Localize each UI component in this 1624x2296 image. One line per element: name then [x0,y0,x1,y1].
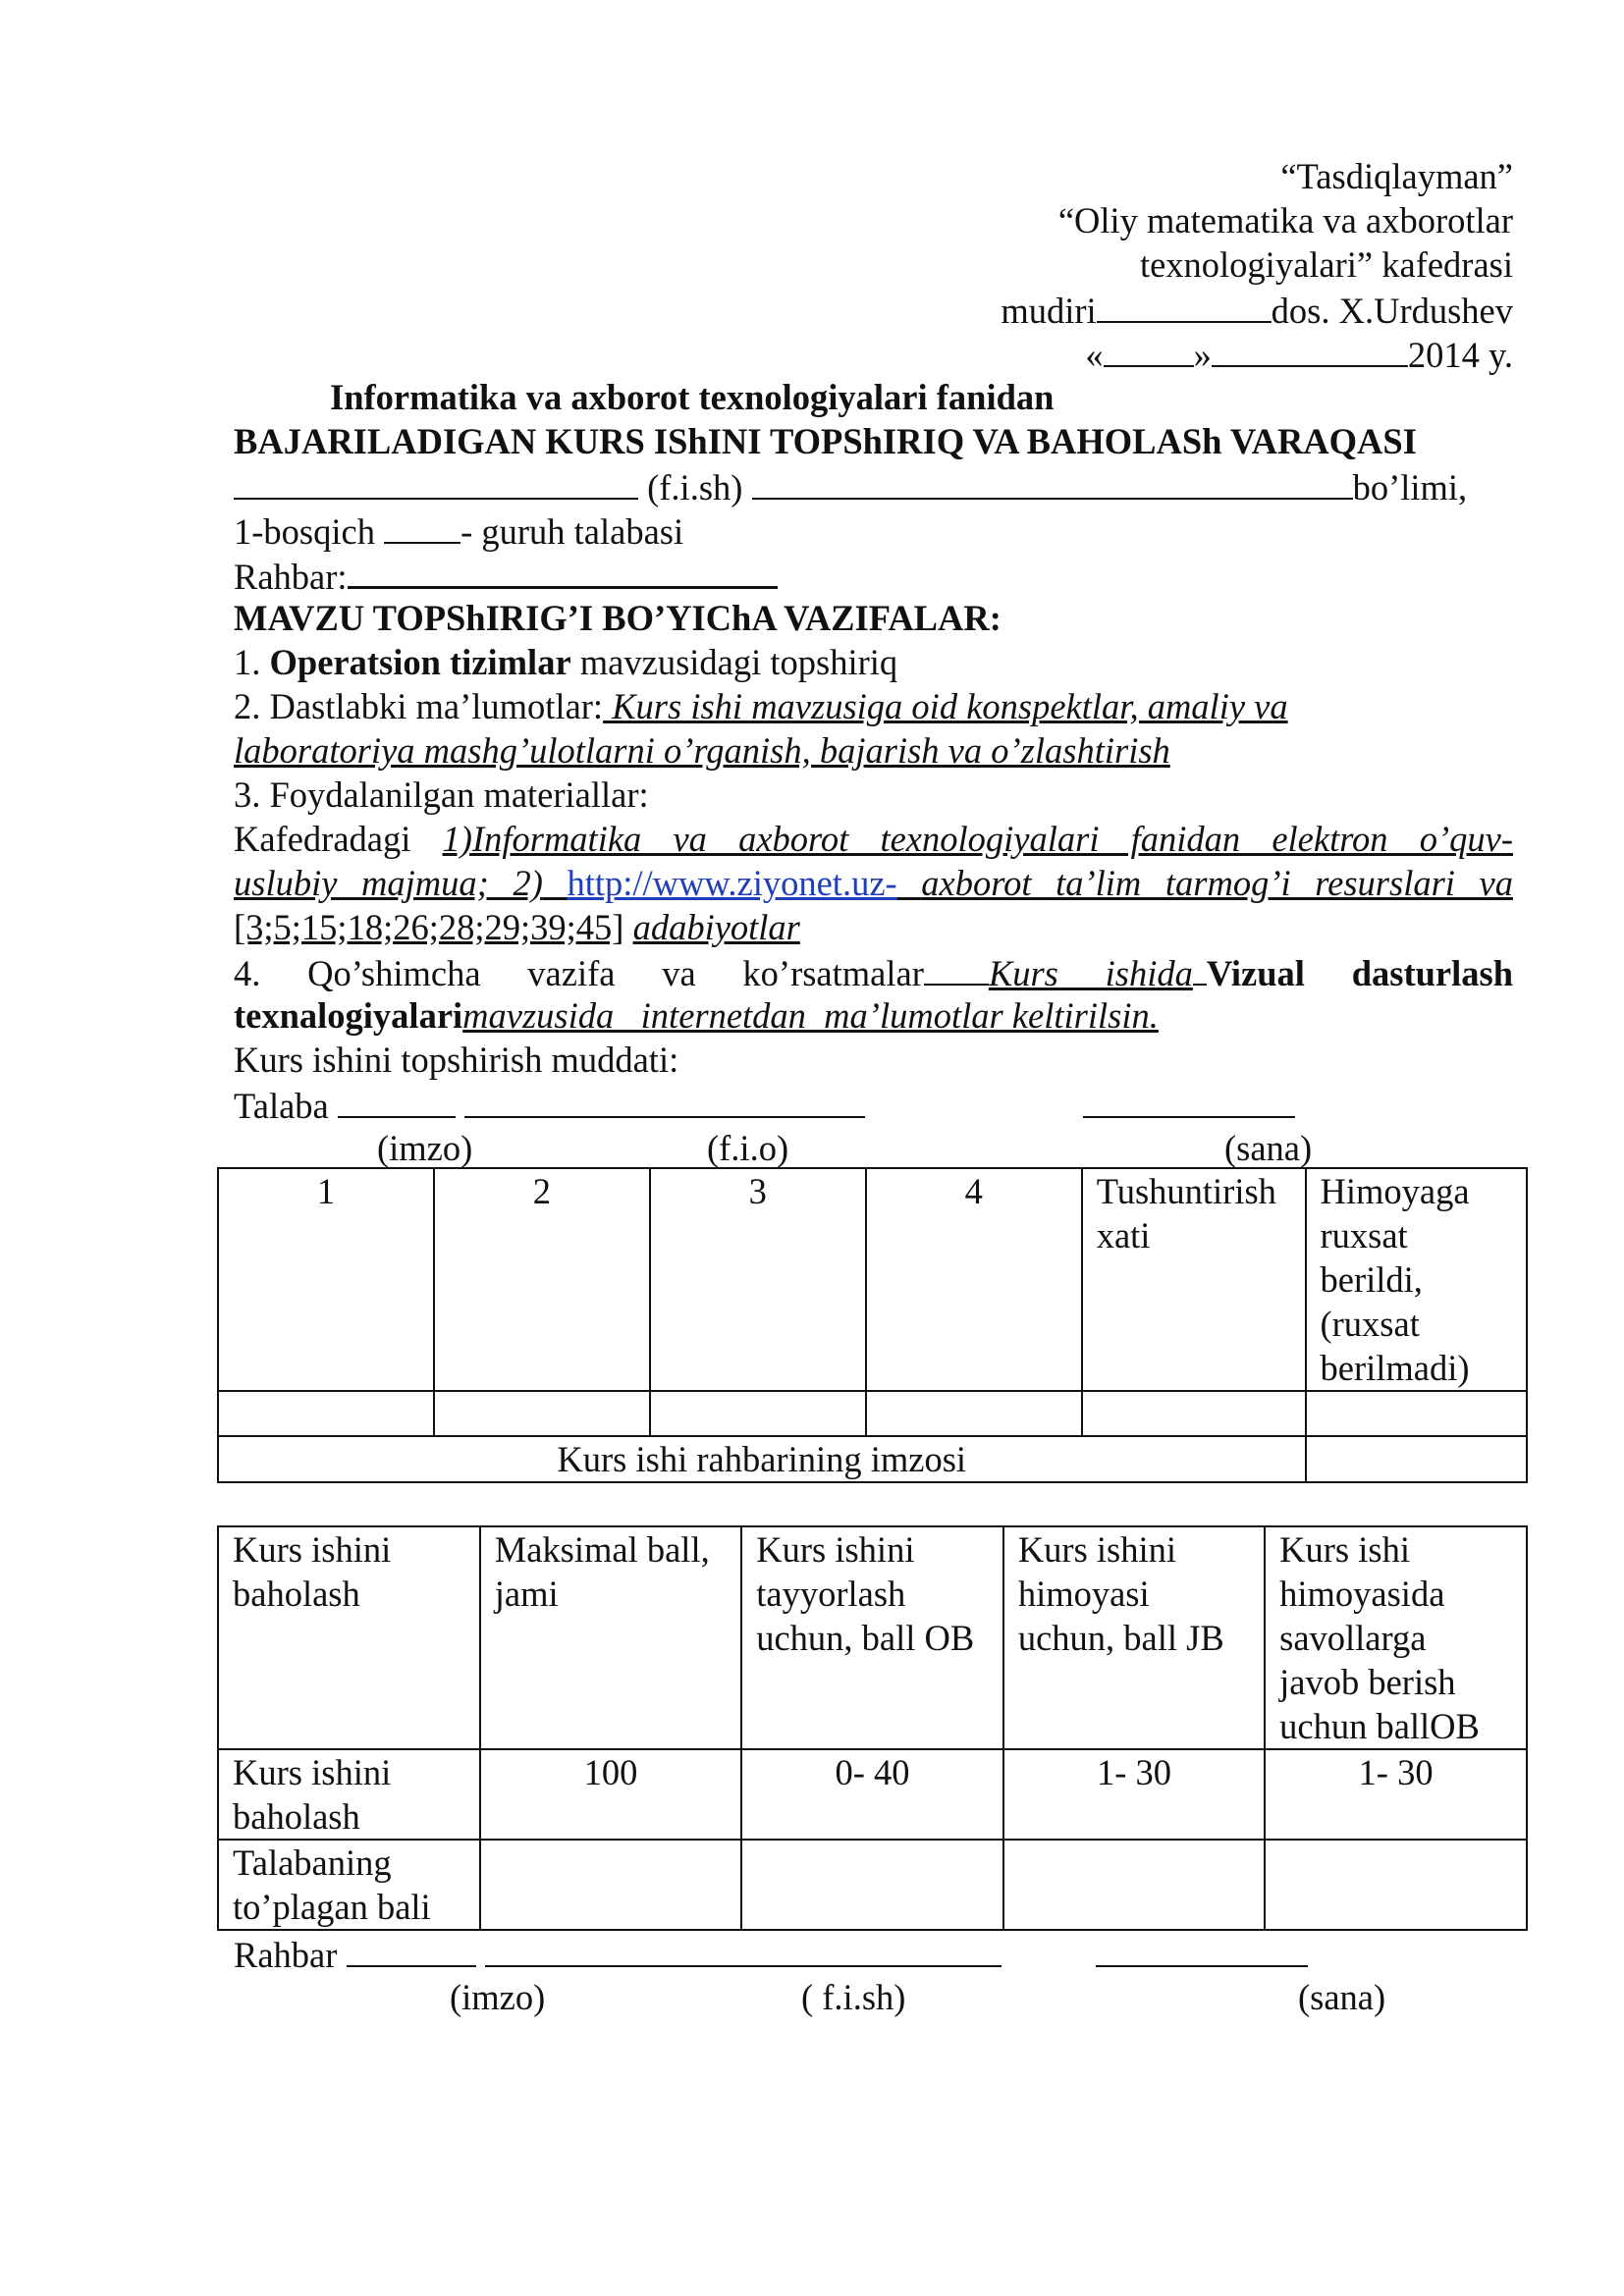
task-3-line-2 [234,862,1513,905]
task-3-text-1: 1)Informatika va axborot texnologiyalari fanidan elektron o’quv- [442,819,1513,859]
task-4-line-1 [234,950,1513,995]
table-header-cell: Tushuntirish xati [1082,1168,1306,1391]
table-header-cell: Kurs ishini himoyasi uchun, ball JB [1003,1526,1265,1749]
bosqich-label: 1-bosqich [234,511,375,552]
table-cell: Talabaning to’plagan bali [218,1840,480,1930]
task-2-text-1: Kurs ishi mavzusiga oid konspektlar, amaliy va [603,686,1288,726]
month-blank [1212,332,1408,367]
approval-line-1: “Tasdiqlayman” [1280,156,1513,196]
task-4-num: 4. [234,953,261,993]
talaba-name-blank [464,1083,865,1118]
table-header-cell: Maksimal ball, jami [480,1526,741,1749]
table-cell [741,1840,1003,1930]
day-blank [1104,332,1194,367]
rahbar-date-blank [1096,1932,1308,1967]
imzo-caption-2: (imzo) [450,1977,546,2017]
table-cell [434,1391,650,1436]
bolimi-label: bo’limi, [1352,467,1468,507]
title-line-1: Informatika va axborot texnologiyalari fanidan [330,377,1055,417]
table-header-cell: Himoyaga ruxsat berildi, (ruxsat berilmadi) [1306,1168,1528,1391]
student-name-blank [234,464,638,500]
table-cell [480,1840,741,1930]
fish-caption-2: ( f.i.sh) [801,1977,906,2017]
table-cell [1306,1436,1528,1482]
fio-caption: (f.i.o) [707,1128,789,1168]
task-2-line-2: laboratoriya mashg’ulotlarni o’rganish, bajarish va o’zlashtirish [234,730,1170,771]
guruh-label: - guruh talabasi [460,511,684,552]
table-row [218,1391,1527,1436]
task-4-text: mavzusida internetdan ma’lumotlar keltirilsin. [462,995,1159,1036]
task-3-text-2b: axborot ta’lim tarmog’i resurslari va [921,863,1514,903]
task-4-blank-2 [1193,950,1207,986]
rahbar-label: Rahbar: [234,557,348,597]
talaba-line [234,1083,1295,1128]
task-3-adabiyotlar: adabiyotlar [632,907,800,947]
table-row [218,1749,1527,1840]
table-header-cell: 2 [434,1168,650,1391]
rahbar-line [234,553,778,599]
task-3-label: 3. Foydalanilgan materiallar: [234,774,649,815]
task-4-kurs: Kurs ishida [988,953,1193,993]
table-cell [1306,1391,1528,1436]
talaba-date-blank [1083,1083,1295,1118]
sana-caption: (sana) [1224,1128,1313,1168]
table-cell [218,1391,434,1436]
approval-line-3: texnologiyalari” kafedrasi [1139,244,1513,285]
table-cell: 0- 40 [741,1749,1003,1840]
table-cell: 1- 30 [1003,1749,1265,1840]
table-row [218,1526,1527,1749]
imzo-caption: (imzo) [377,1128,473,1168]
submission-table [217,1167,1528,1483]
task-4-bold-1: Vizual dasturlash [1206,953,1513,993]
tasks-heading: MAVZU TOPShIRIG’I BO’YIChA VAZIFALAR: [234,598,1001,638]
table-header-cell: 1 [218,1168,434,1391]
rahbar-blank [348,553,778,589]
signature-blank [1097,288,1272,323]
task-1-num: 1. [234,642,261,682]
table-cell: 1- 30 [1265,1749,1527,1840]
rahbar-name-blank [485,1932,1001,1967]
approval-line-4 [1001,288,1513,333]
table-header-cell: Kurs ishini tayyorlash uchun, ball OB [741,1526,1003,1749]
table-row [218,1436,1527,1482]
sana-caption-2: (sana) [1298,1977,1386,2017]
table-row [218,1168,1527,1391]
quote-close: » [1193,335,1212,375]
student-line [234,464,1467,509]
table-row [218,1840,1527,1930]
table-cell [866,1391,1082,1436]
mudiri-label: mudiri [1001,291,1097,331]
ziyonet-link[interactable]: http://www.ziyonet.uz- [567,863,897,903]
rahbar-label-2: Rahbar [234,1935,338,1975]
table-cell: 100 [480,1749,741,1840]
approval-line-2: “Oliy matematika va axborotlar [1057,200,1513,240]
talaba-sign-blank [338,1083,456,1118]
table-header-cell: Kurs ishini baholash [218,1526,480,1749]
task-2-line-1 [234,685,1288,728]
task-4-line-2 [234,994,1159,1038]
kafedradagi-label: Kafedradagi [234,819,411,859]
title-line-2: BAJARILADIGAN KURS IShINI TOPShIRIQ VA BAHOLASh VARAQASI [234,421,1417,461]
deadline-label: Kurs ishini topshirish muddati: [234,1040,679,1080]
year-text: 2014 y. [1407,335,1513,375]
fish-label: (f.i.sh) [647,467,743,507]
table-cell [1003,1840,1265,1930]
rahbar-signature-cell: Kurs ishi rahbarining imzosi [218,1436,1306,1482]
table-cell [1082,1391,1306,1436]
table-header-cell: Kurs ishi himoyasida savollarga javob berish uchun ballOB [1265,1526,1527,1749]
department-blank [752,464,1353,500]
rahbar-signature-line [234,1932,1308,1977]
task-2-label: 2. Dastlabki ma’lumotlar: [234,686,604,726]
table-cell [1265,1840,1527,1930]
rahbar-sign-blank [347,1932,476,1967]
grading-table [217,1525,1528,1931]
task-4-words: Qo’shimcha vazifa va ko’rsatmalar [307,953,924,993]
table-header-cell: 4 [866,1168,1082,1391]
task-3-line-1 [234,818,1513,861]
quote-open: « [1085,335,1104,375]
talaba-label: Talaba [234,1086,329,1126]
task-4-blank [924,950,989,986]
task-1-rest: mavzusidagi topshiriq [579,642,898,682]
approval-line-5 [1085,332,1513,377]
head-name: dos. X.Urdushev [1271,291,1513,331]
task-3-line-3 [234,906,800,949]
task-4-bold-2: texnalogiyalari [234,995,463,1036]
table-header-cell: 3 [650,1168,866,1391]
bosqich-line [234,508,683,554]
task-1-topic: Operatsion tizimlar [269,642,571,682]
table-cell [650,1391,866,1436]
group-blank [384,508,460,544]
task-1 [234,641,897,684]
task-3-refs: [3;5;15;18;26;28;29;39;45] [234,907,624,947]
task-3-text-2a: uslubiy majmua; 2) [234,863,543,903]
table-cell: Kurs ishini baholash [218,1749,480,1840]
